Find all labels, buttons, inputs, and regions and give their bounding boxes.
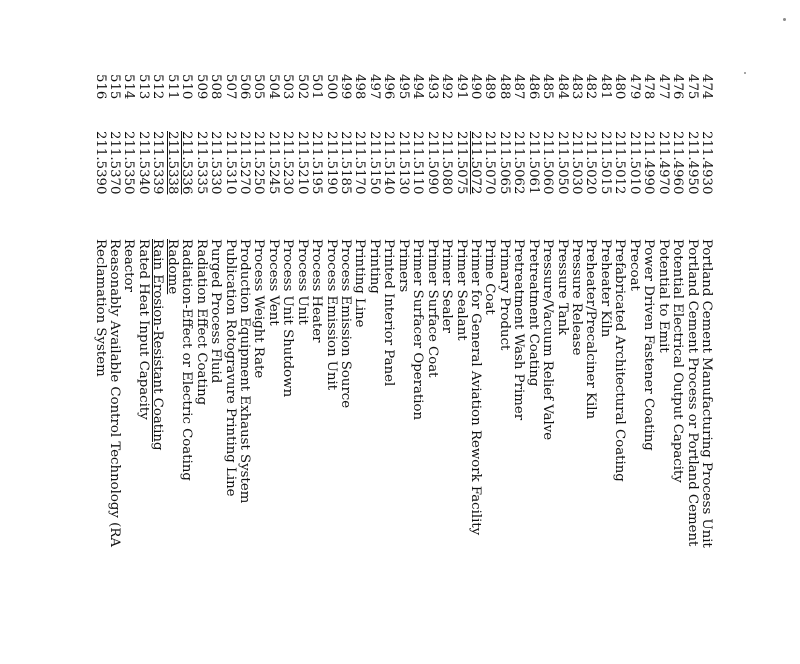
defined-term: Precoat (626, 239, 642, 291)
table-row (280, 74, 294, 664)
section-number: 499 (338, 74, 354, 100)
table-row (569, 74, 583, 664)
table-row (136, 74, 150, 664)
section-number: 502 (294, 74, 310, 100)
section-code: 211.5339 (150, 131, 166, 195)
section-number: 510 (179, 74, 195, 100)
section-number: 493 (424, 74, 440, 100)
table-row (150, 74, 164, 664)
section-number: 511 (164, 74, 180, 100)
table-row (598, 74, 612, 664)
table-row (164, 74, 178, 664)
table-row (540, 74, 554, 664)
section-code: 211.5390 (92, 131, 108, 195)
section-number: 478 (641, 74, 657, 100)
section-number: 494 (410, 74, 426, 100)
defined-term: Primer Sealant (453, 239, 469, 341)
section-code: 211.4990 (641, 131, 657, 195)
section-number: 506 (237, 74, 252, 100)
section-code: 211.5140 (381, 131, 397, 195)
defined-term: Radiation Effect Coating (193, 239, 209, 406)
section-number: 507 (222, 74, 238, 100)
section-code: 211.5080 (439, 131, 455, 195)
section-number: 498 (352, 74, 368, 100)
table-row (699, 74, 713, 664)
section-number: 489 (482, 74, 498, 100)
section-code: 211.5335 (193, 131, 209, 195)
scan-speck (744, 72, 746, 74)
section-number: 487 (511, 74, 527, 100)
section-number: 503 (280, 74, 296, 100)
section-number: 515 (107, 74, 123, 100)
table-row (525, 74, 539, 664)
section-number: 491 (453, 74, 469, 100)
section-code: 211.5072 (468, 131, 483, 195)
defined-term: Process Vent (265, 239, 281, 326)
section-number: 514 (121, 74, 137, 100)
defined-term: Primer for General Aviation Rework Facility (468, 239, 483, 536)
table-row (121, 74, 135, 664)
section-code: 211.5030 (569, 131, 585, 195)
defined-term: Pressure Release (569, 239, 585, 356)
table-row (641, 74, 655, 664)
defined-term: Printing (366, 239, 382, 294)
defined-term: Power Driven Fastener Coating (641, 239, 657, 451)
table-row (352, 74, 366, 664)
section-code: 211.5065 (496, 131, 512, 195)
defined-term: Preheater/Precalciner Kiln (583, 239, 599, 420)
defined-term: Radiation-Effect or Electric Coating (179, 239, 195, 481)
section-code: 211.5270 (237, 131, 252, 195)
table-row (323, 74, 337, 664)
defined-term: Potential to Emit (655, 239, 671, 353)
section-code: 211.5070 (482, 131, 498, 195)
section-number: 513 (135, 74, 151, 100)
defined-term: Primer Sealer (439, 239, 455, 334)
table-row (684, 74, 698, 664)
section-number: 483 (569, 74, 585, 100)
table-row (468, 74, 482, 664)
section-code: 211.5338 (164, 131, 180, 195)
section-number: 488 (496, 74, 512, 100)
section-number: 504 (265, 74, 281, 100)
section-code: 211.5130 (395, 131, 411, 195)
section-number: 476 (670, 74, 686, 100)
section-code: 211.5195 (309, 131, 325, 195)
defined-term: Radome (164, 239, 180, 295)
table-row (92, 74, 106, 664)
table-row (670, 74, 684, 664)
section-number: 505 (251, 74, 267, 100)
table-row (367, 74, 381, 664)
section-code: 211.5350 (121, 131, 137, 195)
section-number: 516 (92, 74, 108, 100)
section-number: 497 (366, 74, 382, 100)
defined-term: Purged Process Fluid (208, 239, 224, 384)
defined-term: Primer Surfacer Operation (410, 239, 426, 421)
table-row (482, 74, 496, 664)
table-row (439, 74, 453, 664)
defined-term: Pretreatment Coating (525, 239, 541, 387)
defined-term: Process Emission Unit (323, 239, 339, 391)
section-code: 211.4930 (699, 131, 714, 195)
defined-term: Reasonably Available Control Technology (RA (107, 239, 123, 547)
table-row (626, 74, 640, 664)
table-row (237, 74, 251, 664)
defined-term: Process Unit (294, 239, 310, 325)
table-row (511, 74, 525, 664)
table-row (338, 74, 352, 664)
table-row (193, 74, 207, 664)
defined-term: Publication Rotogravure Printing Line (222, 239, 238, 497)
defined-term: Primers (395, 239, 411, 293)
section-code: 211.5250 (251, 131, 267, 195)
defined-term: Portland Cement Process or Portland Cement (684, 239, 700, 547)
section-number: 486 (525, 74, 541, 100)
defined-term: Rain Erosion-Resistant Coating (150, 239, 166, 451)
section-number: 481 (597, 74, 613, 100)
section-code: 211.5336 (179, 131, 195, 195)
section-number: 479 (626, 74, 642, 100)
section-number: 475 (684, 74, 700, 100)
section-number: 477 (655, 74, 671, 100)
table-row (107, 74, 121, 664)
section-code: 211.5370 (107, 131, 123, 195)
table-row (554, 74, 568, 664)
section-code: 211.4970 (655, 131, 671, 195)
section-number: 501 (309, 74, 325, 100)
section-code: 211.5150 (366, 131, 382, 195)
defined-term: Preheater Kiln (597, 239, 613, 338)
defined-term: Printing Line (352, 239, 368, 328)
section-code: 211.5190 (323, 131, 339, 195)
section-code: 211.5015 (597, 131, 613, 195)
table-row (208, 74, 222, 664)
defined-term: Potential Electrical Output Capacity (670, 239, 686, 483)
section-code: 211.4950 (684, 131, 700, 195)
table-row (453, 74, 467, 664)
defined-term: Process Unit Shutdown (280, 239, 296, 398)
table-row (381, 74, 395, 664)
defined-term: Prime Coat (482, 239, 498, 315)
table-row (222, 74, 236, 664)
section-code: 211.5061 (525, 131, 541, 195)
section-code: 211.5185 (338, 131, 354, 195)
section-code: 211.5075 (453, 131, 469, 195)
table-row (410, 74, 424, 664)
table-row (265, 74, 279, 664)
scan-speck (783, 18, 786, 21)
section-code: 211.5060 (540, 131, 556, 195)
defined-term: Portland Cement Manufacturing Process Unit (699, 239, 714, 548)
defined-term: Rated Heat Input Capacity (135, 239, 151, 420)
section-code: 211.5310 (222, 131, 238, 195)
section-number: 508 (208, 74, 224, 100)
defined-term: Pressure Tank (554, 239, 570, 336)
section-number: 485 (540, 74, 556, 100)
section-number: 490 (468, 74, 483, 100)
defined-term: Prefabricated Architectural Coating (612, 239, 628, 482)
defined-term: Primer Surface Coat (424, 239, 440, 378)
defined-term: Process Weight Rate (251, 239, 267, 379)
defined-term: Pressure/Vacuum Relief Valve (540, 239, 556, 441)
table-row (395, 74, 409, 664)
defined-term: Reactor (121, 239, 137, 292)
table-row (309, 74, 323, 664)
section-number: 496 (381, 74, 397, 100)
section-code: 211.5090 (424, 131, 440, 195)
section-number: 482 (583, 74, 599, 100)
section-code: 211.5020 (583, 131, 599, 195)
section-code: 211.5062 (511, 131, 527, 195)
section-number: 480 (612, 74, 628, 100)
section-code: 211.5010 (626, 131, 642, 195)
section-code: 211.5245 (265, 131, 281, 195)
defined-term: Production Equipment Exhaust System (237, 239, 252, 504)
section-number: 500 (323, 74, 339, 100)
defined-term: Process Emission Source (338, 239, 354, 409)
table-row (251, 74, 265, 664)
section-number: 509 (193, 74, 209, 100)
section-number: 474 (699, 74, 714, 100)
table-row (583, 74, 597, 664)
table-row (612, 74, 626, 664)
section-code: 211.5330 (208, 131, 224, 195)
section-code: 211.4960 (670, 131, 686, 195)
defined-term: Printed Interior Panel (381, 239, 397, 387)
section-code: 211.5050 (554, 131, 570, 195)
section-code: 211.5210 (294, 131, 310, 195)
table-row (496, 74, 510, 664)
defined-term: Reclamation System (92, 239, 108, 377)
defined-term: Primary Product (496, 239, 512, 351)
section-code: 211.5012 (612, 131, 628, 195)
table-row (655, 74, 669, 664)
section-number: 512 (150, 74, 166, 100)
defined-term: Pretreatment Wash Primer (511, 239, 527, 421)
defined-term: Process Heater (309, 239, 325, 343)
section-number: 484 (554, 74, 570, 100)
table-row (424, 74, 438, 664)
definitions-table (92, 74, 714, 664)
section-number: 492 (439, 74, 455, 100)
section-number: 495 (395, 74, 411, 100)
table-row (294, 74, 308, 664)
table-row (179, 74, 193, 664)
section-code: 211.5170 (352, 131, 368, 195)
section-code: 211.5230 (280, 131, 296, 195)
section-code: 211.5110 (410, 131, 426, 195)
section-code: 211.5340 (135, 131, 151, 195)
